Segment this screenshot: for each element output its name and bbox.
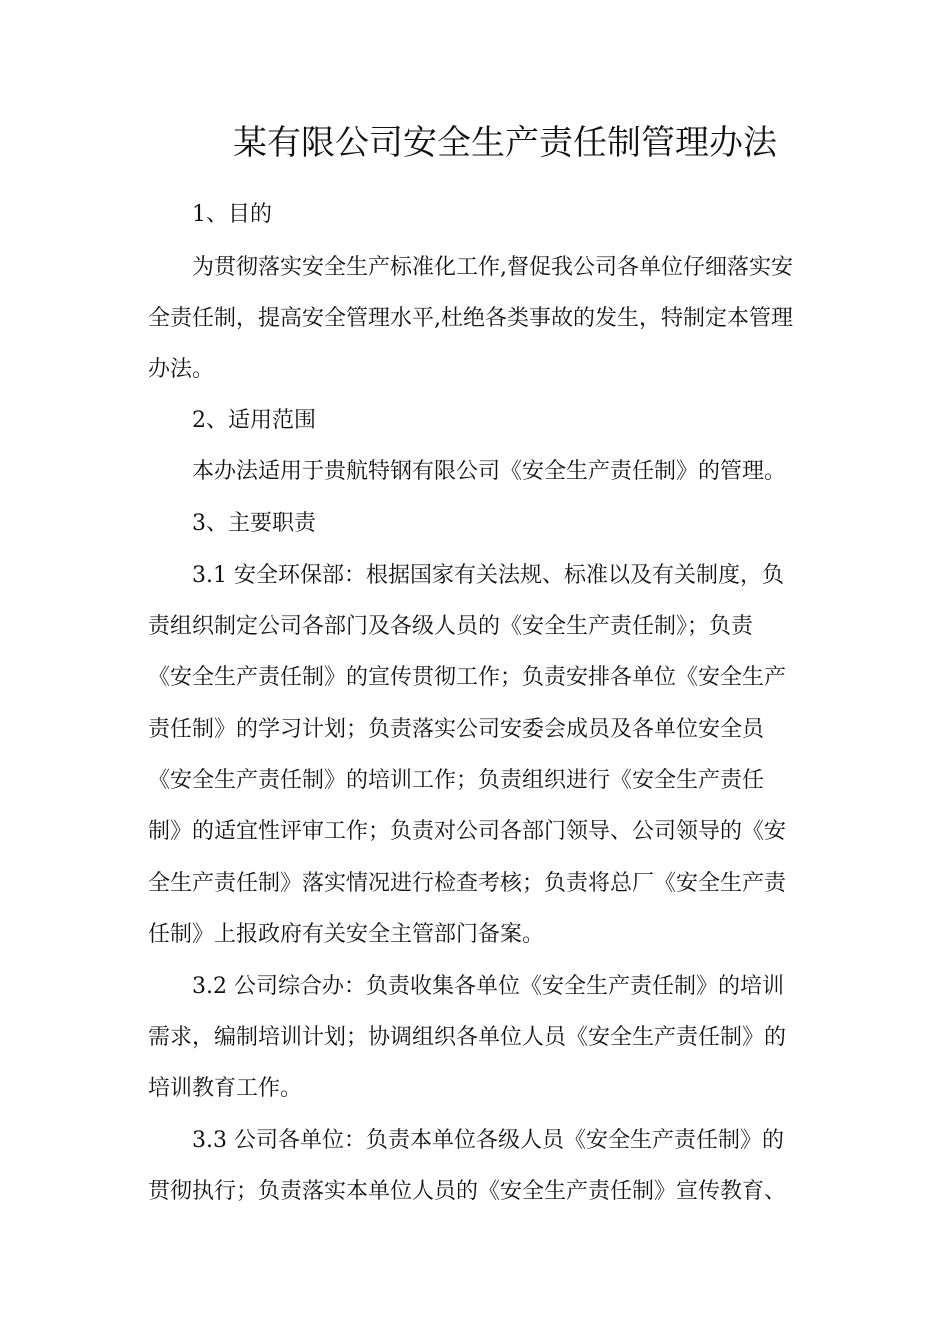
section-heading-duties: 3、主要职责: [192, 511, 316, 536]
paragraph-line: 3.3 公司各单位：负责本单位各级人员《安全生产责任制》的: [192, 1128, 784, 1153]
paragraph-line: 3.1 安全环保部：根据国家有关法规、标准以及有关制度，负: [192, 563, 784, 588]
paragraph-line: 责任制》的学习计划；负责落实公司安委会成员及各单位安全员: [148, 717, 765, 742]
paragraph-line: 需求，编制培训计划；协调组织各单位人员《安全生产责任制》的: [148, 1025, 787, 1050]
paragraph-line: 全责任制，提高安全管理水平,杜绝各类事故的发生，特制定本管理: [148, 306, 793, 331]
paragraph-line: 责组织制定公司各部门及各级人员的《安全生产责任制》；负责: [148, 614, 754, 639]
section-heading-purpose: 1、目的: [192, 202, 272, 227]
paragraph-line: 全生产责任制》落实情况进行检查考核；负责将总厂《安全生产责: [148, 871, 787, 896]
paragraph-line: 培训教育工作。: [148, 1076, 303, 1101]
paragraph-line: 《安全生产责任制》的宣传贯彻工作；负责安排各单位《安全生产: [148, 665, 787, 690]
paragraph-line: 为贯彻落实安全生产标准化工作,督促我公司各单位仔细落实安: [192, 255, 793, 280]
document-title: 某有限公司安全生产责任制管理办法: [233, 123, 777, 163]
paragraph-line: 办法。: [148, 357, 215, 382]
paragraph-line: 贯彻执行；负责落实本单位人员的《安全生产责任制》宣传教育、: [148, 1179, 787, 1204]
paragraph-line: 3.2 公司综合办：负责收集各单位《安全生产责任制》的培训: [192, 974, 784, 999]
paragraph-line: 本办法适用于贵航特钢有限公司《安全生产责任制》的管理。: [192, 459, 787, 484]
paragraph-line: 《安全生产责任制》的培训工作；负责组织进行《安全生产责任: [148, 768, 765, 793]
paragraph-line: 任制》上报政府有关安全主管部门备案。: [148, 922, 545, 947]
section-heading-scope: 2、适用范围: [192, 408, 316, 433]
paragraph-line: 制》的适宜性评审工作；负责对公司各部门领导、公司领导的《安: [148, 819, 787, 844]
